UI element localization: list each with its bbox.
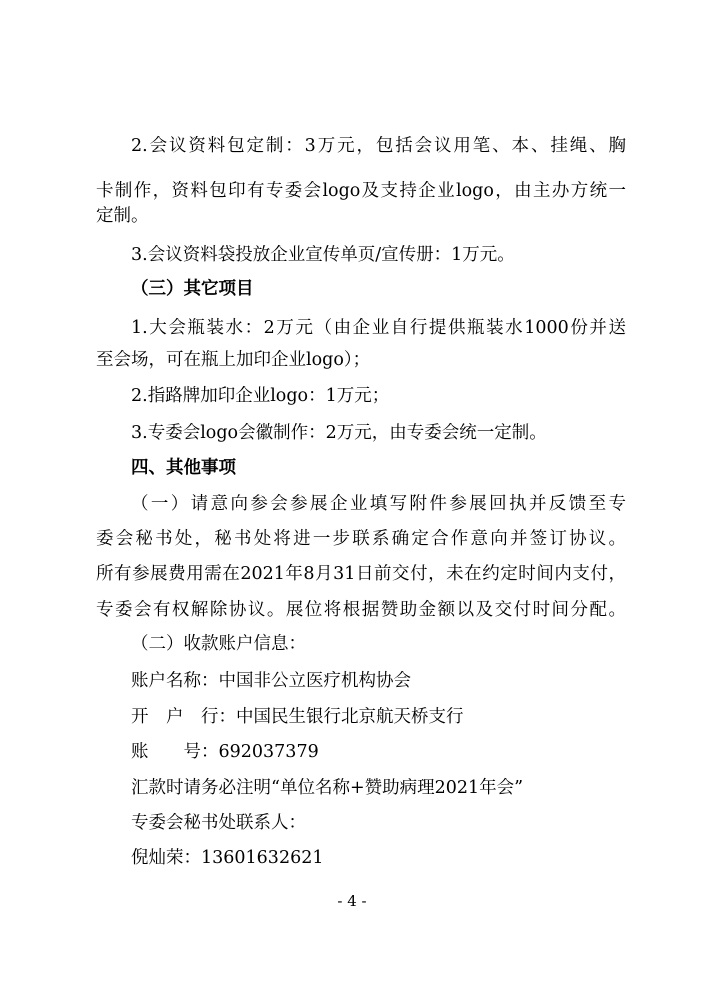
account-name: 账户名称：中国非公立医疗机构协会 <box>131 671 411 691</box>
page-number: - 4 - <box>337 892 367 910</box>
text-line-11: （一）请意向参会参展企业填写附件参展回执并反馈至专 <box>131 494 626 514</box>
text-line-3: 定制。 <box>96 206 149 226</box>
section-heading-other-matters: 四、其他事项 <box>131 458 236 478</box>
remittance-note: 汇款时请务必注明“单位名称+赞助病理2021年会” <box>131 778 524 798</box>
text-line-7: 至会场，可在瓶上加印企业logo）； <box>96 350 371 370</box>
text-line-15: （二）收款账户信息： <box>131 634 306 654</box>
text-line-14: 专委会有权解除协议。展位将根据赞助金额以及交付时间分配。 <box>96 600 626 620</box>
text-line-13: 所有参展费用需在2021年8月31日前交付，未在约定时间内支付， <box>96 564 626 584</box>
account-number: 账 号：692037379 <box>131 742 319 762</box>
section-heading-other-items: （三）其它项目 <box>131 279 254 299</box>
text-line-2: 卡制作，资料包印有专委会logo及支持企业logo，由主办方统一 <box>96 181 626 201</box>
text-line-4: 3.会议资料袋投放企业宣传单页/宣传册：1万元。 <box>131 245 515 265</box>
text-line-9: 3.专委会logo会徽制作：2万元，由专委会统一定制。 <box>131 423 547 443</box>
text-line-1: 2.会议资料包定制：3万元，包括会议用笔、本、挂绳、胸 <box>131 136 626 156</box>
account-bank: 开 户 行：中国民生银行北京航天桥支行 <box>131 707 464 727</box>
text-line-6: 1.大会瓶装水：2万元（由企业自行提供瓶装水1000份并送 <box>131 318 626 338</box>
contact-heading: 专委会秘书处联系人： <box>131 813 306 833</box>
text-line-12: 委会秘书处，秘书处将进一步联系确定合作意向并签订协议。 <box>96 529 626 549</box>
contact-person: 倪灿荣：13601632621 <box>131 848 324 868</box>
text-line-8: 2.指路牌加印企业logo：1万元； <box>131 386 390 406</box>
